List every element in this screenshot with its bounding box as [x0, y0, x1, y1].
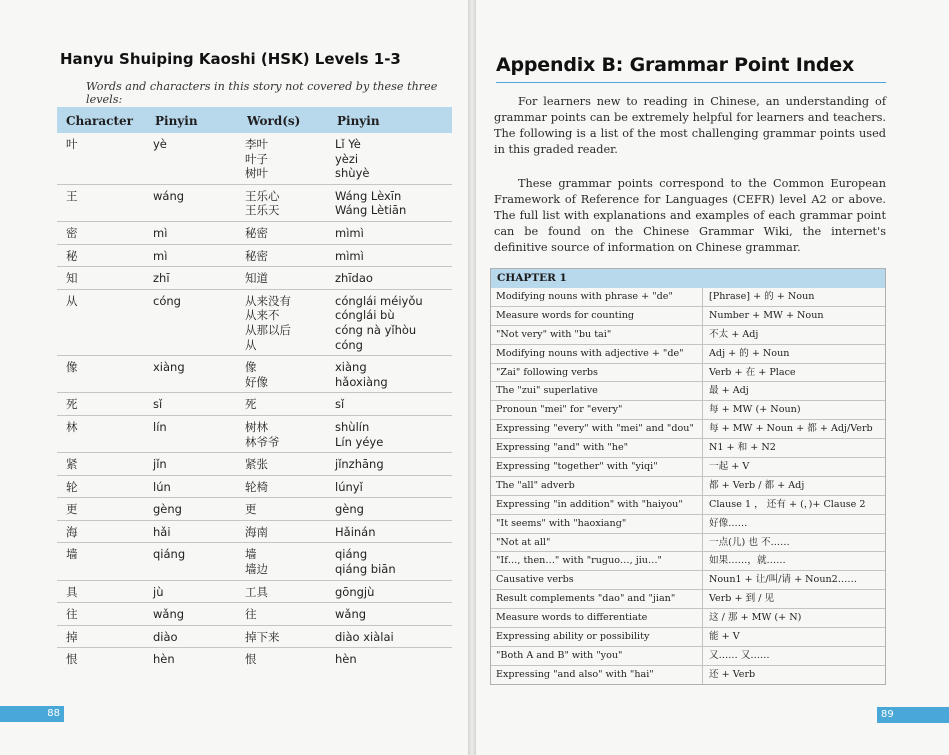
word-pinyin: gèng	[335, 502, 364, 517]
grammar-point-name: Expressing "every" with "mei" and "dou"	[491, 420, 703, 438]
grammar-point-pattern: 每 + MW + Noun + 都 + Adj/Verb	[709, 423, 873, 435]
words-cell	[239, 267, 329, 290]
word-pinyin: cónglái bù	[335, 308, 395, 323]
word-pinyin: Hǎinán	[335, 524, 376, 539]
word: 更	[245, 502, 257, 517]
character-cell: 秘	[57, 244, 147, 267]
grammar-point-row	[491, 419, 885, 438]
grammar-point-name: Result complements "dao" and "jian"	[491, 590, 703, 608]
character-cell: 更	[57, 498, 147, 521]
word: 秘密	[245, 225, 268, 240]
word: 王乐天	[245, 203, 280, 218]
pinyin-cell: mì	[147, 244, 239, 267]
words-pinyin-cell	[329, 498, 452, 521]
table-row	[57, 648, 452, 670]
pinyin-cell: lín	[147, 415, 239, 452]
word-pinyin: hèn	[335, 652, 357, 667]
grammar-point-name: Modifying nouns with adjective + "de"	[491, 345, 703, 363]
word: 叶子	[245, 151, 268, 166]
words-cell	[239, 580, 329, 603]
pinyin-cell: xiàng	[147, 356, 239, 393]
grammar-point-row	[491, 457, 885, 476]
pinyin-cell: wáng	[147, 184, 239, 221]
grammar-point-name: Expressing "in addition" with "haiyou"	[491, 496, 703, 514]
word-pinyin: qiáng	[335, 547, 368, 562]
word: 知道	[245, 271, 268, 286]
pinyin-cell: zhī	[147, 267, 239, 290]
grammar-point-table	[490, 268, 886, 685]
word-pinyin: diào xiàlai	[335, 629, 394, 644]
grammar-point-pattern: 能 + V	[709, 631, 740, 643]
character-cell: 恨	[57, 648, 147, 670]
word: 从来不	[245, 308, 280, 323]
word-pinyin: Wáng Lèxīn	[335, 188, 402, 203]
word: 工具	[245, 584, 268, 599]
word-pinyin: xiàng	[335, 360, 367, 375]
words-pinyin-cell	[329, 244, 452, 267]
left-page	[0, 0, 468, 755]
word: 林爷爷	[245, 434, 280, 449]
pinyin-cell: qiáng	[147, 543, 239, 580]
pinyin-cell: jǐn	[147, 453, 239, 476]
words-pinyin-cell	[329, 543, 452, 580]
word-pinyin: jǐnzhāng	[335, 457, 384, 472]
words-pinyin-cell	[329, 415, 452, 452]
grammar-point-row	[491, 627, 885, 646]
character-cell: 紧	[57, 453, 147, 476]
hsk-vocabulary-table	[57, 107, 452, 670]
character-cell: 叶	[66, 137, 78, 151]
grammar-point-row	[491, 551, 885, 570]
pinyin-cell: hèn	[147, 648, 239, 670]
grammar-point-row	[491, 665, 885, 684]
table-row	[57, 221, 452, 244]
pinyin-cell: diào	[147, 625, 239, 648]
table-row	[57, 520, 452, 543]
grammar-point-row	[491, 495, 885, 514]
character-cell: 往	[57, 603, 147, 626]
words-cell	[239, 543, 329, 580]
word-pinyin: shùyè	[335, 166, 370, 181]
character-cell: 具	[57, 580, 147, 603]
table-row	[57, 625, 452, 648]
word: 树林	[245, 419, 268, 434]
word-pinyin: zhīdao	[335, 271, 373, 286]
grammar-point-pattern: N1 + 和 + N2	[709, 442, 776, 454]
character-cell: 掉	[57, 625, 147, 648]
words-cell	[239, 184, 329, 221]
pinyin-cell: wǎng	[147, 603, 239, 626]
grammar-point-pattern: [Phrase] + 的 + Noun	[709, 291, 815, 302]
grammar-point-pattern: Clause 1 ， 还有 + (，)+ Clause 2	[709, 498, 866, 510]
grammar-point-row	[491, 344, 885, 363]
word: 往	[245, 607, 257, 622]
words-cell	[239, 393, 329, 416]
character-cell: 死	[57, 393, 147, 416]
word: 像	[245, 360, 257, 375]
grammar-point-pattern: 一点(儿) 也 不……	[709, 536, 790, 548]
pinyin-cell: gèng	[147, 498, 239, 521]
pinyin-cell: hǎi	[147, 520, 239, 543]
grammar-point-row	[491, 514, 885, 533]
character-cell: 轮	[57, 475, 147, 498]
character-cell: 王	[57, 184, 147, 221]
word: 秘密	[245, 248, 268, 263]
grammar-point-row	[491, 608, 885, 627]
words-pinyin-cell	[329, 356, 452, 393]
word-pinyin: qiáng biān	[335, 562, 396, 577]
word-pinyin: cóng	[335, 337, 363, 352]
word: 王乐心	[245, 188, 280, 203]
words-cell	[239, 625, 329, 648]
grammar-point-name: "Not very" with "bu tai"	[491, 326, 703, 344]
character-cell: 林	[57, 415, 147, 452]
grammar-point-row	[491, 646, 885, 665]
words-pinyin-cell	[329, 648, 452, 670]
table-row	[57, 267, 452, 290]
grammar-point-name: Expressing ability or possibility	[491, 628, 703, 646]
table-row	[57, 393, 452, 416]
word: 好像	[245, 374, 268, 389]
intro-paragraph-1: For learners new to reading in Chinese, an understanding of grammar points can be extremely helpful for learners and teachers. The following is a list of the most challenging grammar points used in this graded reader.	[494, 95, 886, 156]
grammar-point-pattern: Noun1 + 让/叫/请 + Noun2……	[709, 574, 857, 586]
words-cell	[239, 520, 329, 543]
word-pinyin: wǎng	[335, 607, 367, 622]
word: 从来没有	[245, 293, 291, 308]
word: 紧张	[245, 457, 268, 472]
words-cell	[239, 221, 329, 244]
grammar-point-row	[491, 589, 885, 608]
table-row	[57, 543, 452, 580]
word: 从那以后	[245, 322, 291, 337]
grammar-point-name: "It seems" with "haoxiang"	[491, 515, 703, 533]
header-character: Character	[57, 107, 147, 133]
word: 死	[245, 397, 257, 412]
word: 掉下来	[245, 629, 280, 644]
character-cell: 海	[57, 520, 147, 543]
grammar-point-name: "If…, then…" with "ruguo…, jiu…"	[491, 552, 703, 570]
grammar-point-name: "Both A and B" with "you"	[491, 647, 703, 665]
grammar-point-name: Expressing "together" with "yiqi"	[491, 458, 703, 476]
pinyin-cell: mì	[147, 221, 239, 244]
word-pinyin: sǐ	[335, 397, 345, 412]
word-pinyin: Lín yéye	[335, 434, 384, 449]
table-row	[57, 475, 452, 498]
header-words: Word(s)	[239, 107, 329, 133]
word: 恨	[245, 652, 257, 667]
word-pinyin: cónglái méiyǒu	[335, 293, 423, 308]
character-cell: 从	[57, 289, 147, 355]
words-pinyin-cell	[329, 267, 452, 290]
word: 墙边	[245, 562, 268, 577]
word-pinyin: yèzi	[335, 151, 359, 166]
page-number-left: 88	[0, 706, 64, 722]
right-page	[476, 0, 949, 755]
words-pinyin-cell	[329, 289, 452, 355]
grammar-point-pattern: 不太 + Adj	[709, 328, 759, 340]
word-pinyin: Lǐ Yè	[335, 137, 361, 151]
words-cell	[239, 603, 329, 626]
table-row	[57, 580, 452, 603]
words-cell	[239, 356, 329, 393]
table-row	[57, 356, 452, 393]
words-pinyin-cell	[329, 603, 452, 626]
pinyin-cell: yè	[153, 137, 167, 151]
words-pinyin-cell	[329, 580, 452, 603]
table-row	[57, 603, 452, 626]
grammar-point-name: Modifying nouns with phrase + "de"	[491, 288, 703, 306]
table-row	[57, 498, 452, 521]
page-number-right: 89	[877, 707, 949, 723]
grammar-point-pattern: 一起 + V	[709, 461, 750, 473]
grammar-point-pattern: Number + MW + Noun	[709, 309, 824, 321]
grammar-point-pattern: Verb + 在 + Place	[709, 366, 796, 378]
hsk-subtitle: Words and characters in this story not covered by these three levels:	[86, 80, 438, 106]
grammar-point-row	[491, 363, 885, 382]
grammar-point-row	[491, 288, 885, 306]
words-cell	[239, 453, 329, 476]
intro-paragraph-2: These grammar points correspond to the Common European Framework of Reference for Languages (CEFR) level A2 or above. The full list with explanations and examples of each grammar point can be found on the Chinese Grammar Wiki, the internet's definitive source of information on Chinese grammar.	[494, 177, 886, 254]
grammar-point-pattern: 又…… 又……	[709, 649, 770, 661]
character-cell: 像	[57, 356, 147, 393]
grammar-point-name: "Zai" following verbs	[491, 364, 703, 382]
pinyin-cell: sǐ	[147, 393, 239, 416]
table-row	[57, 415, 452, 452]
word-pinyin: cóng nà yǐhòu	[335, 322, 417, 337]
pinyin-cell: lún	[147, 475, 239, 498]
words-pinyin-cell	[329, 393, 452, 416]
grammar-point-pattern: 如果……，就……	[709, 555, 786, 567]
grammar-point-row	[491, 533, 885, 552]
chapter-header: CHAPTER 1	[491, 269, 885, 288]
word: 从	[245, 337, 257, 352]
word-pinyin: hǎoxiàng	[335, 374, 388, 389]
table-row	[57, 184, 452, 221]
grammar-point-name: The "zui" superlative	[491, 382, 703, 400]
grammar-point-row	[491, 476, 885, 495]
grammar-point-name: Expressing "and also" with "hai"	[491, 666, 703, 684]
grammar-point-name: Measure words to differentiate	[491, 609, 703, 627]
grammar-point-row	[491, 306, 885, 325]
grammar-point-name: Expressing "and" with "he"	[491, 439, 703, 457]
word-pinyin: gōngjù	[335, 584, 375, 599]
character-cell: 知	[57, 267, 147, 290]
grammar-point-pattern: Adj + 的 + Noun	[709, 347, 790, 359]
words-pinyin-cell	[329, 133, 452, 184]
grammar-point-pattern: 都 + Verb / 都 + Adj	[709, 479, 805, 491]
grammar-point-name: Measure words for counting	[491, 307, 703, 325]
table-row	[57, 453, 452, 476]
words-cell	[239, 475, 329, 498]
word: 李叶	[245, 137, 268, 151]
words-pinyin-cell	[329, 453, 452, 476]
title-underline	[496, 82, 886, 83]
pinyin-cell: cóng	[147, 289, 239, 355]
words-pinyin-cell	[329, 221, 452, 244]
grammar-point-pattern: 这 / 那 + MW (+ N)	[709, 612, 802, 624]
pinyin-cell: jù	[147, 580, 239, 603]
table-row	[57, 289, 452, 355]
appendix-title: Appendix B: Grammar Point Index	[496, 54, 855, 76]
table-row	[57, 244, 452, 267]
words-pinyin-cell	[329, 520, 452, 543]
words-cell	[239, 648, 329, 670]
word-pinyin: lúnyǐ	[335, 479, 363, 494]
word: 树叶	[245, 166, 268, 181]
grammar-point-name: Pronoun "mei" for "every"	[491, 401, 703, 419]
word-pinyin: Wáng Lètiān	[335, 203, 407, 218]
header-pinyin: Pinyin	[147, 107, 239, 133]
word-pinyin: mìmì	[335, 248, 364, 263]
header-words-pinyin: Pinyin	[329, 107, 452, 133]
grammar-point-row	[491, 325, 885, 344]
grammar-point-pattern: 每 + MW (+ Noun)	[709, 404, 801, 416]
grammar-point-name: Causative verbs	[491, 571, 703, 589]
hsk-table-header	[57, 107, 452, 133]
words-pinyin-cell	[329, 475, 452, 498]
words-pinyin-cell	[329, 184, 452, 221]
character-cell: 密	[57, 221, 147, 244]
grammar-point-pattern: Verb + 到 / 见	[709, 593, 775, 605]
book-gutter	[468, 0, 476, 755]
grammar-point-name: "Not at all"	[491, 534, 703, 552]
grammar-point-pattern: 好像……	[709, 517, 748, 529]
word-pinyin: shùlín	[335, 419, 370, 434]
words-cell	[239, 133, 329, 184]
grammar-point-pattern: 最 + Adj	[709, 385, 749, 397]
grammar-point-row	[491, 400, 885, 419]
table-row	[57, 133, 452, 184]
grammar-point-row	[491, 570, 885, 589]
words-cell	[239, 244, 329, 267]
hsk-title: Hanyu Shuiping Kaoshi (HSK) Levels 1-3	[60, 50, 401, 68]
word: 墙	[245, 547, 257, 562]
grammar-point-row	[491, 381, 885, 400]
word-pinyin: mìmì	[335, 225, 364, 240]
word: 轮椅	[245, 479, 268, 494]
words-cell	[239, 498, 329, 521]
words-cell	[239, 415, 329, 452]
character-cell: 墙	[57, 543, 147, 580]
word: 海南	[245, 524, 268, 539]
grammar-point-name: The "all" adverb	[491, 477, 703, 495]
words-cell	[239, 289, 329, 355]
words-pinyin-cell	[329, 625, 452, 648]
grammar-point-pattern: 还 + Verb	[709, 668, 756, 680]
grammar-point-row	[491, 438, 885, 457]
